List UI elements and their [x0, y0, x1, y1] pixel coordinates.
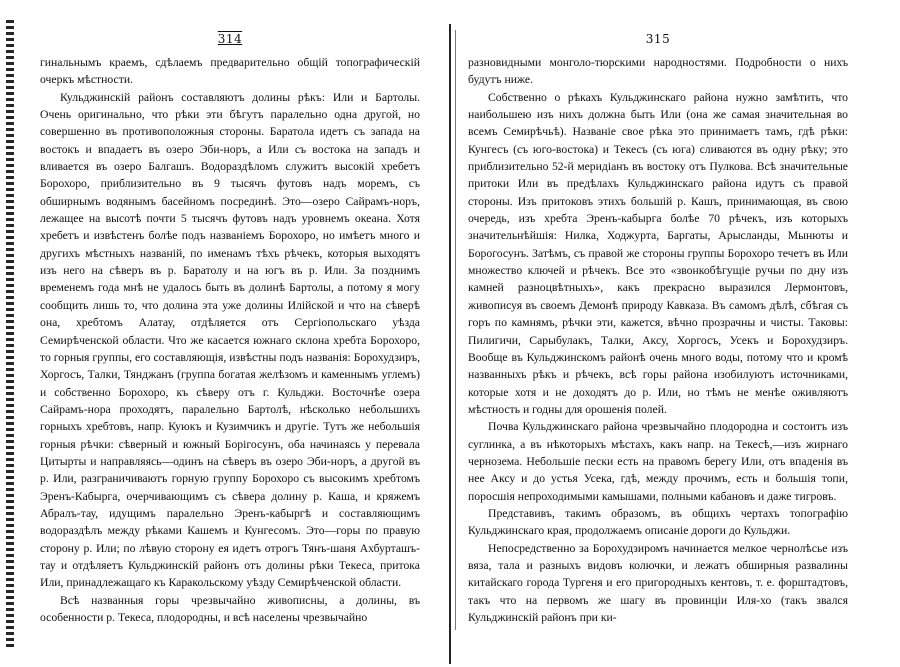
paragraph: Всѣ названныя горы чрезвычайно живописны, а долины, въ особенности р. Текеса, плодородны, и всѣ населены чрезвычайно [40, 593, 420, 624]
right-page [468, 32, 848, 626]
left-page [40, 32, 420, 626]
page-body [40, 54, 420, 626]
page-body [468, 54, 848, 626]
paragraph: Собственно о рѣкахъ Кульджинскаго района нужно замѣтить, что наибольшею изъ нихъ должна быть Или (она же самая значительная во всемъ Семирѣчьѣ). Названіе свое рѣка это принимаетъ тамъ, гдѣ рѣки: Кунгесъ (съ юго-востока) и Текесъ (съ юга) сливаются въ одну рѣку; это приблизительно 52-й меридіанъ въ востоку отъ Пулкова. Всѣ значительные притоки Или въ предѣлахъ Кульджинскаго района идутъ съ правой стороны. Изъ притоковъ этихъ большій р. Кашъ, принимающая, въ свою очередь, изъ хребта Эренъ-кабырга болѣе 70 рѣчекъ, изъ которыхъ значительнѣйшія: Нилка, Ходжурта, Баргаты, Арысланды, Мынюты и Борогосунъ. Затѣмъ, съ правой же стороны группы Борохоро течетъ въ Или множество ключей и рѣчекъ. Все это «звонкобѣгущіе ручьи по дну изъ камней разноцвѣтныхъ», какъ прекрасно выразился Лермонтовъ, живописуя въ своемъ Демонѣ природу Кавказа. Въ самомъ дѣлѣ, сбѣгая съ горъ по камнямъ, рѣчки эти, кажется, вѣчно прозрачны и чисты. Таковы: Пилигичи, Сарыбулакъ, Талки, Аксу, Хоргосъ, Усекъ и Борохудзиръ. Вообще въ Кульджинскомъ районѣ очень много воды, потому что и кромѣ названныхъ рѣкъ и рѣчекъ, всѣ горы района изобилуютъ источниками, которые хотя и не доходятъ до р. Или, но тѣмъ не менѣе оживляютъ мѣстность и годны для орошенія полей. [468, 90, 848, 416]
paragraph: Представивъ, такимъ образомъ, въ общихъ чертахъ топографію Кульджинскаго края, продолжаемъ описаніе дороги до Кульджи. [468, 506, 848, 538]
paragraph: разновидными монголо-тюрскими народностями. Подробности о нихъ будутъ ниже. [468, 56, 848, 87]
page-number: 314 [217, 32, 243, 46]
paragraph: гинальнымъ краемъ, сдѣлаемъ предварительно общій топографическій очеркъ мѣстности. [40, 56, 420, 87]
gutter-shadow-inner [455, 30, 456, 630]
page-number: 315 [645, 32, 671, 46]
paragraph: Кульджинскій районъ составляютъ долины рѣкъ: Или и Бартолы. Очень оригинально, что рѣки эти бѣгутъ паралельно одна другой, но совершенно въ противоположныя стороны. Баратола идетъ съ запада на востокъ и впадаетъ въ озеро Эби-норъ, а Или съ востока на западъ и вливается въ озеро Балгашъ. Водораздѣломъ служитъ высокій хребетъ Борохоро, приблизительно въ 9 тысячъ футовъ надъ моремъ, съ обширнымъ водянымъ басейномъ посрединѣ. Это—озеро Сайрамъ-норъ, лежащее на высотѣ почти 5 тысячъ футовъ надъ уровнемъ океана. Хотя хребетъ и извѣстенъ болѣе подъ названіемъ Борохоро, но имѣетъ много и другихъ мѣстныхъ названій, по именамъ тѣхъ рѣчекъ, которыя выходятъ изъ него на сѣверъ въ р. Баратолу и на югъ въ р. Или. За позднимъ временемъ года мнѣ не удалось быть въ долинѣ Бартолы, а потому я могу сообщить лишь то, что долина эта уже долины Илійской и что на сѣверѣ она, хребтомъ Алатау, отдѣляется отъ Сергіопольскаго уѣзда Семирѣченской области. Что же касается южнаго склона хребта Борохоро, то горныя группы, его составляющія, извѣстны подъ названія: Борохудзиръ, Хоргосъ, Талки, Тянджанъ (группа богатая желѣзомъ и каменнымъ углемъ) и собственно Борохоро, къ сѣверу отъ г. Кульджи. Восточнѣе озера Сайрамъ-нора проходятъ, паралельно Бартолѣ, нѣсколько небольшихъ горныхъ хребтовъ, напр. Куюкъ и Кузимчикъ и другіе. Тутъ же небольшія горныя рѣчки: сѣверный и южный Борігосунъ, оба начинаясь у перевала Цитырты и направляясь—одинъ на сѣверъ въ озеро Эби-норъ, а другой въ р. Или, разграничиваютъ горную группу Борохоро съ высокимъ хребтомъ Эренъ-Кабырга, очерчивающимъ съ сѣвера долину р. Каша, и кряжемъ Абралъ-тау, идущимъ паралельно Эренъ-кабыргѣ и составляющимъ водораздѣлъ между рѣками Кашемъ и Кунгесомъ. Это—горы по правую сторону р. Или; по лѣвую сторону ея идетъ отрогъ Тянъ-шаня Ахбурташъ-тау и отдѣляетъ Кульджинскій районъ отъ долины рѣки Текеса, притока Или, принадлежащаго къ Каракольскому уѣзду Семирѣченской области. [40, 90, 420, 590]
paragraph: Непосредственно за Борохудзиромъ начинается мелкое чернолѣсье изъ вяза, тала и разныхъ видовъ колючки, и лежатъ обширныя развалины китайскаго города Тургеня и его пригородныхъ кентовъ, т. е. форштадтовъ, такъ что на первомъ же шагу въ провинціи Иля-хо (такъ звался Кульджинскій районъ при ки- [468, 541, 848, 624]
gutter-shadow [449, 24, 451, 664]
scanned-page-edge [6, 20, 14, 650]
paragraph: Почва Кульджинскаго района чрезвычайно плодородна и состоитъ изъ суглинка, а въ нѣкоторыхъ мѣстахъ, какъ напр. на Текесѣ,—изъ жирнаго чернозема. Небольшіе пески есть на правомъ берегу Или, отъ впаденія въ нее Аксу и до устья Усека, гдѣ, между прочимъ, есть и большія топи, поросшія непроходимыми камышами, полными кабановъ и даже тигровъ. [468, 420, 848, 503]
